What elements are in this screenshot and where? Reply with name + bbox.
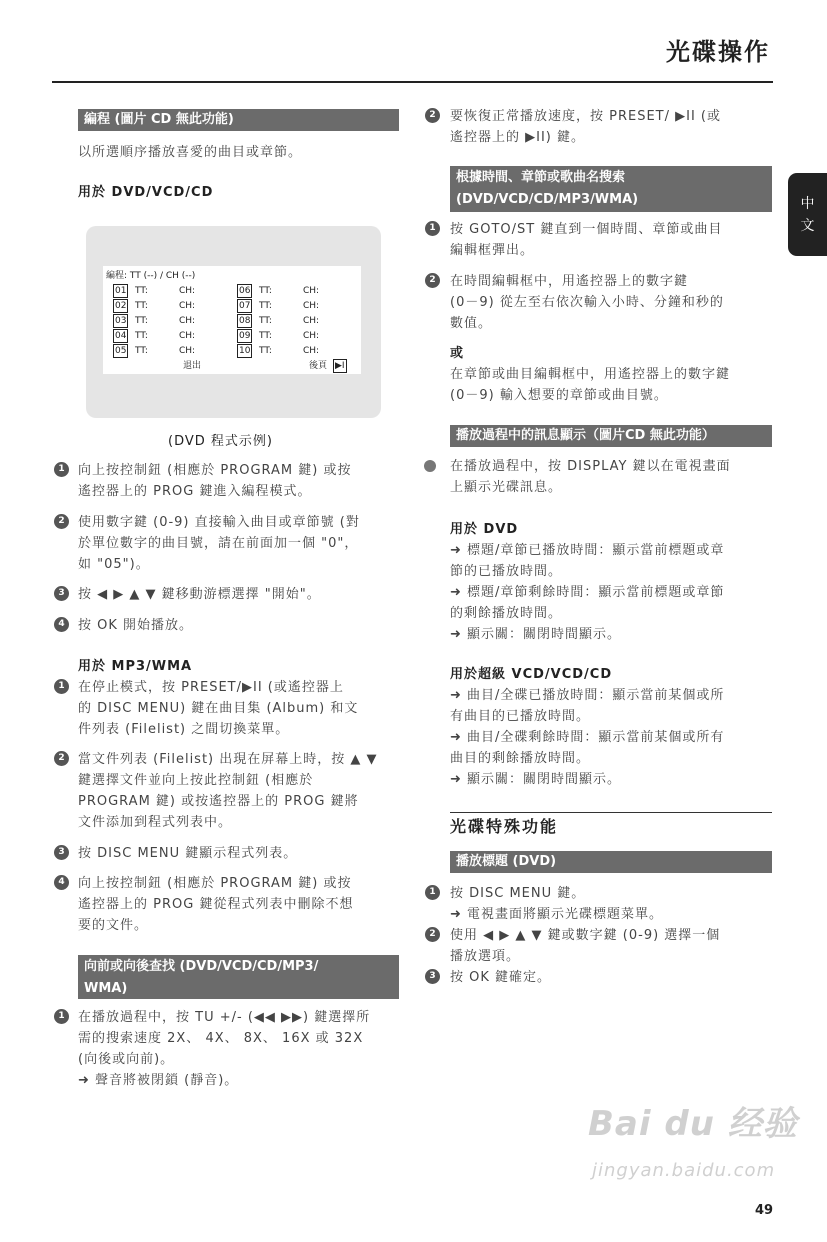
program-intro: 以所選順序播放喜愛的曲目或章節。 [78,145,303,160]
screen-ch: CH: [303,316,320,326]
language-tab [788,173,827,256]
step-number-icon: 2 [425,108,440,123]
screen-next-label: 後頁 [309,361,328,371]
screen-exit-label: 退出 [183,361,202,371]
step-line: 使用數字鍵 (0-9) 直接輸入曲目或章節號 (對 [78,515,360,530]
step-number-icon: 3 [54,845,69,860]
step-number-icon: 3 [425,969,440,984]
step-line: 遙控器上的 PROG 鍵從程式列表中刪除不想 [78,897,354,912]
step-line: 向上按控制鈕 (相應於 PROGRAM 鍵) 或按 [78,876,352,891]
screen-ch: CH: [179,286,196,296]
or-label: 或 [450,346,465,361]
next-page-icon: ▶I [335,361,345,371]
step-line: 文件添加到程式列表中。 [78,815,233,830]
or-line: (0－9) 輸入想要的章節或曲目號。 [450,388,668,403]
step-line: 按 OK 開始播放。 [78,618,194,633]
dvd-item-line: 節的已播放時間。 [450,564,563,579]
step-line: 在時間編輯框中，用遙控器上的數字鍵 [450,274,689,289]
step-line: 於單位數字的曲目號，請在前面加一個 "0"， [78,536,359,551]
step-number-icon: 1 [425,221,440,236]
step-number-icon: 2 [425,273,440,288]
step-number-icon: 2 [425,927,440,942]
svcd-list [450,685,724,790]
step-text [78,512,360,575]
step-line: 的 DISC MENU) 鍵在曲目集 (Album) 和文 [78,701,359,716]
step-line: 按 GOTO/ST 鍵直到一個時間、章節或曲目 [450,222,723,237]
svcd-item-line: ➜ 顯示關：關閉時間顯示。 [450,772,622,787]
step-line: 編輯框彈出。 [450,243,535,258]
step-line: 件列表 (Filelist) 之間切換菜單。 [78,722,290,737]
screen-ch: CH: [303,301,320,311]
screen-slot: 01 [115,286,127,296]
screen-tt: TT: [259,286,272,296]
screen-tt: TT: [135,316,148,326]
step-text [78,1007,370,1091]
step-line: 要的文件。 [78,918,149,933]
screen-footer [103,359,361,374]
step-line: 鍵選擇文件並向上按此控制鈕 (相應於 [78,773,314,788]
step-line: 數值。 [450,316,493,331]
screen-title: 編程: TT (--) / CH (--) [106,271,196,281]
screen-slot: 09 [239,331,251,341]
header-rule [52,81,773,83]
screen-row [103,284,361,299]
step-line: 按 OK 鍵確定。 [450,970,552,985]
screen-tt: TT: [135,331,148,341]
step-line: ➜ 聲音將被閉鎖 (靜音)。 [78,1073,239,1088]
dvd-item-line: ➜ 標題/章節剩餘時間：顯示當前標題或章節 [450,585,725,600]
step-text [78,873,353,936]
step-line: 使用 ◀ ▶ ▲ ▼ 鍵或數字鍵 (0-9) 選擇一個 [450,928,721,943]
program-for-dvd-heading: 用於 DVD/VCD/CD [78,185,214,200]
screen-tt: TT: [135,346,148,356]
step-line: PROGRAM 鍵) 或按遙控器上的 PROG 鍵將 [78,794,359,809]
svcd-heading: 用於超級 VCD/VCD/CD [450,667,613,682]
step-number-icon: 2 [54,514,69,529]
page-title: 光碟操作 [666,38,770,66]
step-number-icon: 1 [54,679,69,694]
time-bar-line: (DVD/VCD/CD/MP3/WMA) [456,192,639,207]
screen-tt: TT: [135,286,148,296]
step-text [450,219,722,261]
screen-caption: (DVD 程式示例) [168,434,273,449]
screen-tt: TT: [259,346,272,356]
dvd-item-line: 的剩餘播放時間。 [450,606,563,621]
step-line: 播放選項。 [450,949,521,964]
search-bar-line: 向前或向後查找 (DVD/VCD/CD/MP3/ [84,959,319,974]
dvd-list [450,540,724,645]
screen-slot: 03 [115,316,127,326]
step-line: 如 "05")。 [78,557,150,572]
step-line: 在播放過程中，按 TU +/- (◀◀ ▶▶) 鍵選擇所 [78,1010,371,1025]
step-line: 向上按控制鈕 (相應於 PROGRAM 鍵) 或按 [78,463,352,478]
screen-row [103,329,361,344]
language-tab-char-2: 文 [800,217,815,234]
svcd-item-line: ➜ 曲目/全碟已播放時間：顯示當前某個或所 [450,688,725,703]
screen-ch: CH: [179,331,196,341]
svcd-item-line: 有曲目的已播放時間。 [450,709,591,724]
screen-row [103,314,361,329]
screen-tt: TT: [259,331,272,341]
screen-tt: TT: [259,301,272,311]
search-section-bar [78,955,399,999]
step-text [450,883,663,925]
step-line: 按 ◀ ▶ ▲ ▼ 鍵移動游標選擇 "開始"。 [78,587,321,602]
screen-row [103,344,361,359]
step-text [450,925,720,967]
special-functions-title: 光碟特殊功能 [450,817,559,836]
or-line: 在章節或曲目編輯框中，用遙控器上的數字鍵 [450,367,731,382]
svcd-item-line: ➜ 曲目/全碟剩餘時間：顯示當前某個或所有 [450,730,725,745]
step-line: 按 DISC MENU 鍵。 [450,886,586,901]
screen-ch: CH: [179,301,196,311]
step-number-icon: 4 [54,875,69,890]
or-text [450,364,730,406]
step-line: 在停止模式，按 PRESET/▶II (或遙控器上 [78,680,344,695]
step-number-icon: 3 [54,586,69,601]
screen-row [103,299,361,314]
dvd-heading: 用於 DVD [450,522,519,537]
screen-ch: CH: [303,286,320,296]
bullet-icon [424,460,436,472]
step-line: 遙控器上的 PROG 鍵進入編程模式。 [78,484,312,499]
title-play-section-bar: 播放標題 (DVD) [450,851,772,873]
step-number-icon: 2 [54,751,69,766]
dvd-item-line: ➜ 顯示關：關閉時間顯示。 [450,627,622,642]
mp3-heading: 用於 MP3/WMA [78,659,193,674]
step-text [78,460,351,502]
screen-ch: CH: [303,346,320,356]
watermark-brand: Bai du 经验 [588,1104,798,1144]
step-line: 當文件列表 (Filelist) 出現在屏幕上時，按 ▲ ▼ [78,752,378,767]
screen-ch: CH: [179,316,196,326]
program-screen [103,266,361,374]
time-search-section-bar [450,166,772,212]
step-number-icon: 1 [54,1009,69,1024]
step-text [450,271,724,334]
info-display-section-bar: 播放過程中的訊息顯示（圖片CD 無此功能） [450,425,772,447]
page-number: 49 [755,1203,774,1218]
screen-slot: 05 [115,346,127,356]
step-text [78,749,378,833]
step-line: (向後或向前)。 [78,1052,175,1067]
step-text [78,677,358,740]
step-line: (0－9) 從左至右依次輸入小時、分鐘和秒的 [450,295,724,310]
program-section-bar: 編程 (圖片 CD 無此功能) [78,109,399,131]
step-line: ➜ 電視畫面將顯示光碟標題菜單。 [450,907,664,922]
screen-tt: TT: [135,301,148,311]
screen-slot: 08 [239,316,251,326]
screen-ch: CH: [179,346,196,356]
screen-slot: 06 [239,286,251,296]
language-tab-char-1: 中 [800,195,815,212]
screen-slot: 07 [239,301,251,311]
step-number-icon: 4 [54,617,69,632]
dvd-item-line: ➜ 標題/章節已播放時間：顯示當前標題或章 [450,543,725,558]
step-line: 遙控器上的 ▶II) 鍵。 [450,130,586,145]
screen-ch: CH: [303,331,320,341]
time-bar-line: 根據時間、章節或歌曲名搜索 [456,170,626,185]
search-bar-line: WMA) [84,981,128,996]
step-number-icon: 1 [54,462,69,477]
screen-slot: 04 [115,331,127,341]
svcd-item-line: 曲目的剩餘播放時間。 [450,751,591,766]
step-line: 需的搜索速度 2X、 4X、 8X、 16X 或 32X [78,1031,364,1046]
screen-slot: 10 [239,346,251,356]
info-text [450,456,731,498]
step-text [450,106,721,148]
section-divider [450,812,772,813]
info-line: 在播放過程中，按 DISPLAY 鍵以在電視畫面 [450,459,731,474]
step-line: 要恢復正常播放速度，按 PRESET/ ▶II (或 [450,109,722,124]
info-line: 上顯示光碟訊息。 [450,480,563,495]
watermark-url: jingyan.baidu.com [592,1160,776,1181]
screen-tt: TT: [259,316,272,326]
step-number-icon: 1 [425,885,440,900]
screen-slot: 02 [115,301,127,311]
step-line: 按 DISC MENU 鍵顯示程式列表。 [78,846,298,861]
